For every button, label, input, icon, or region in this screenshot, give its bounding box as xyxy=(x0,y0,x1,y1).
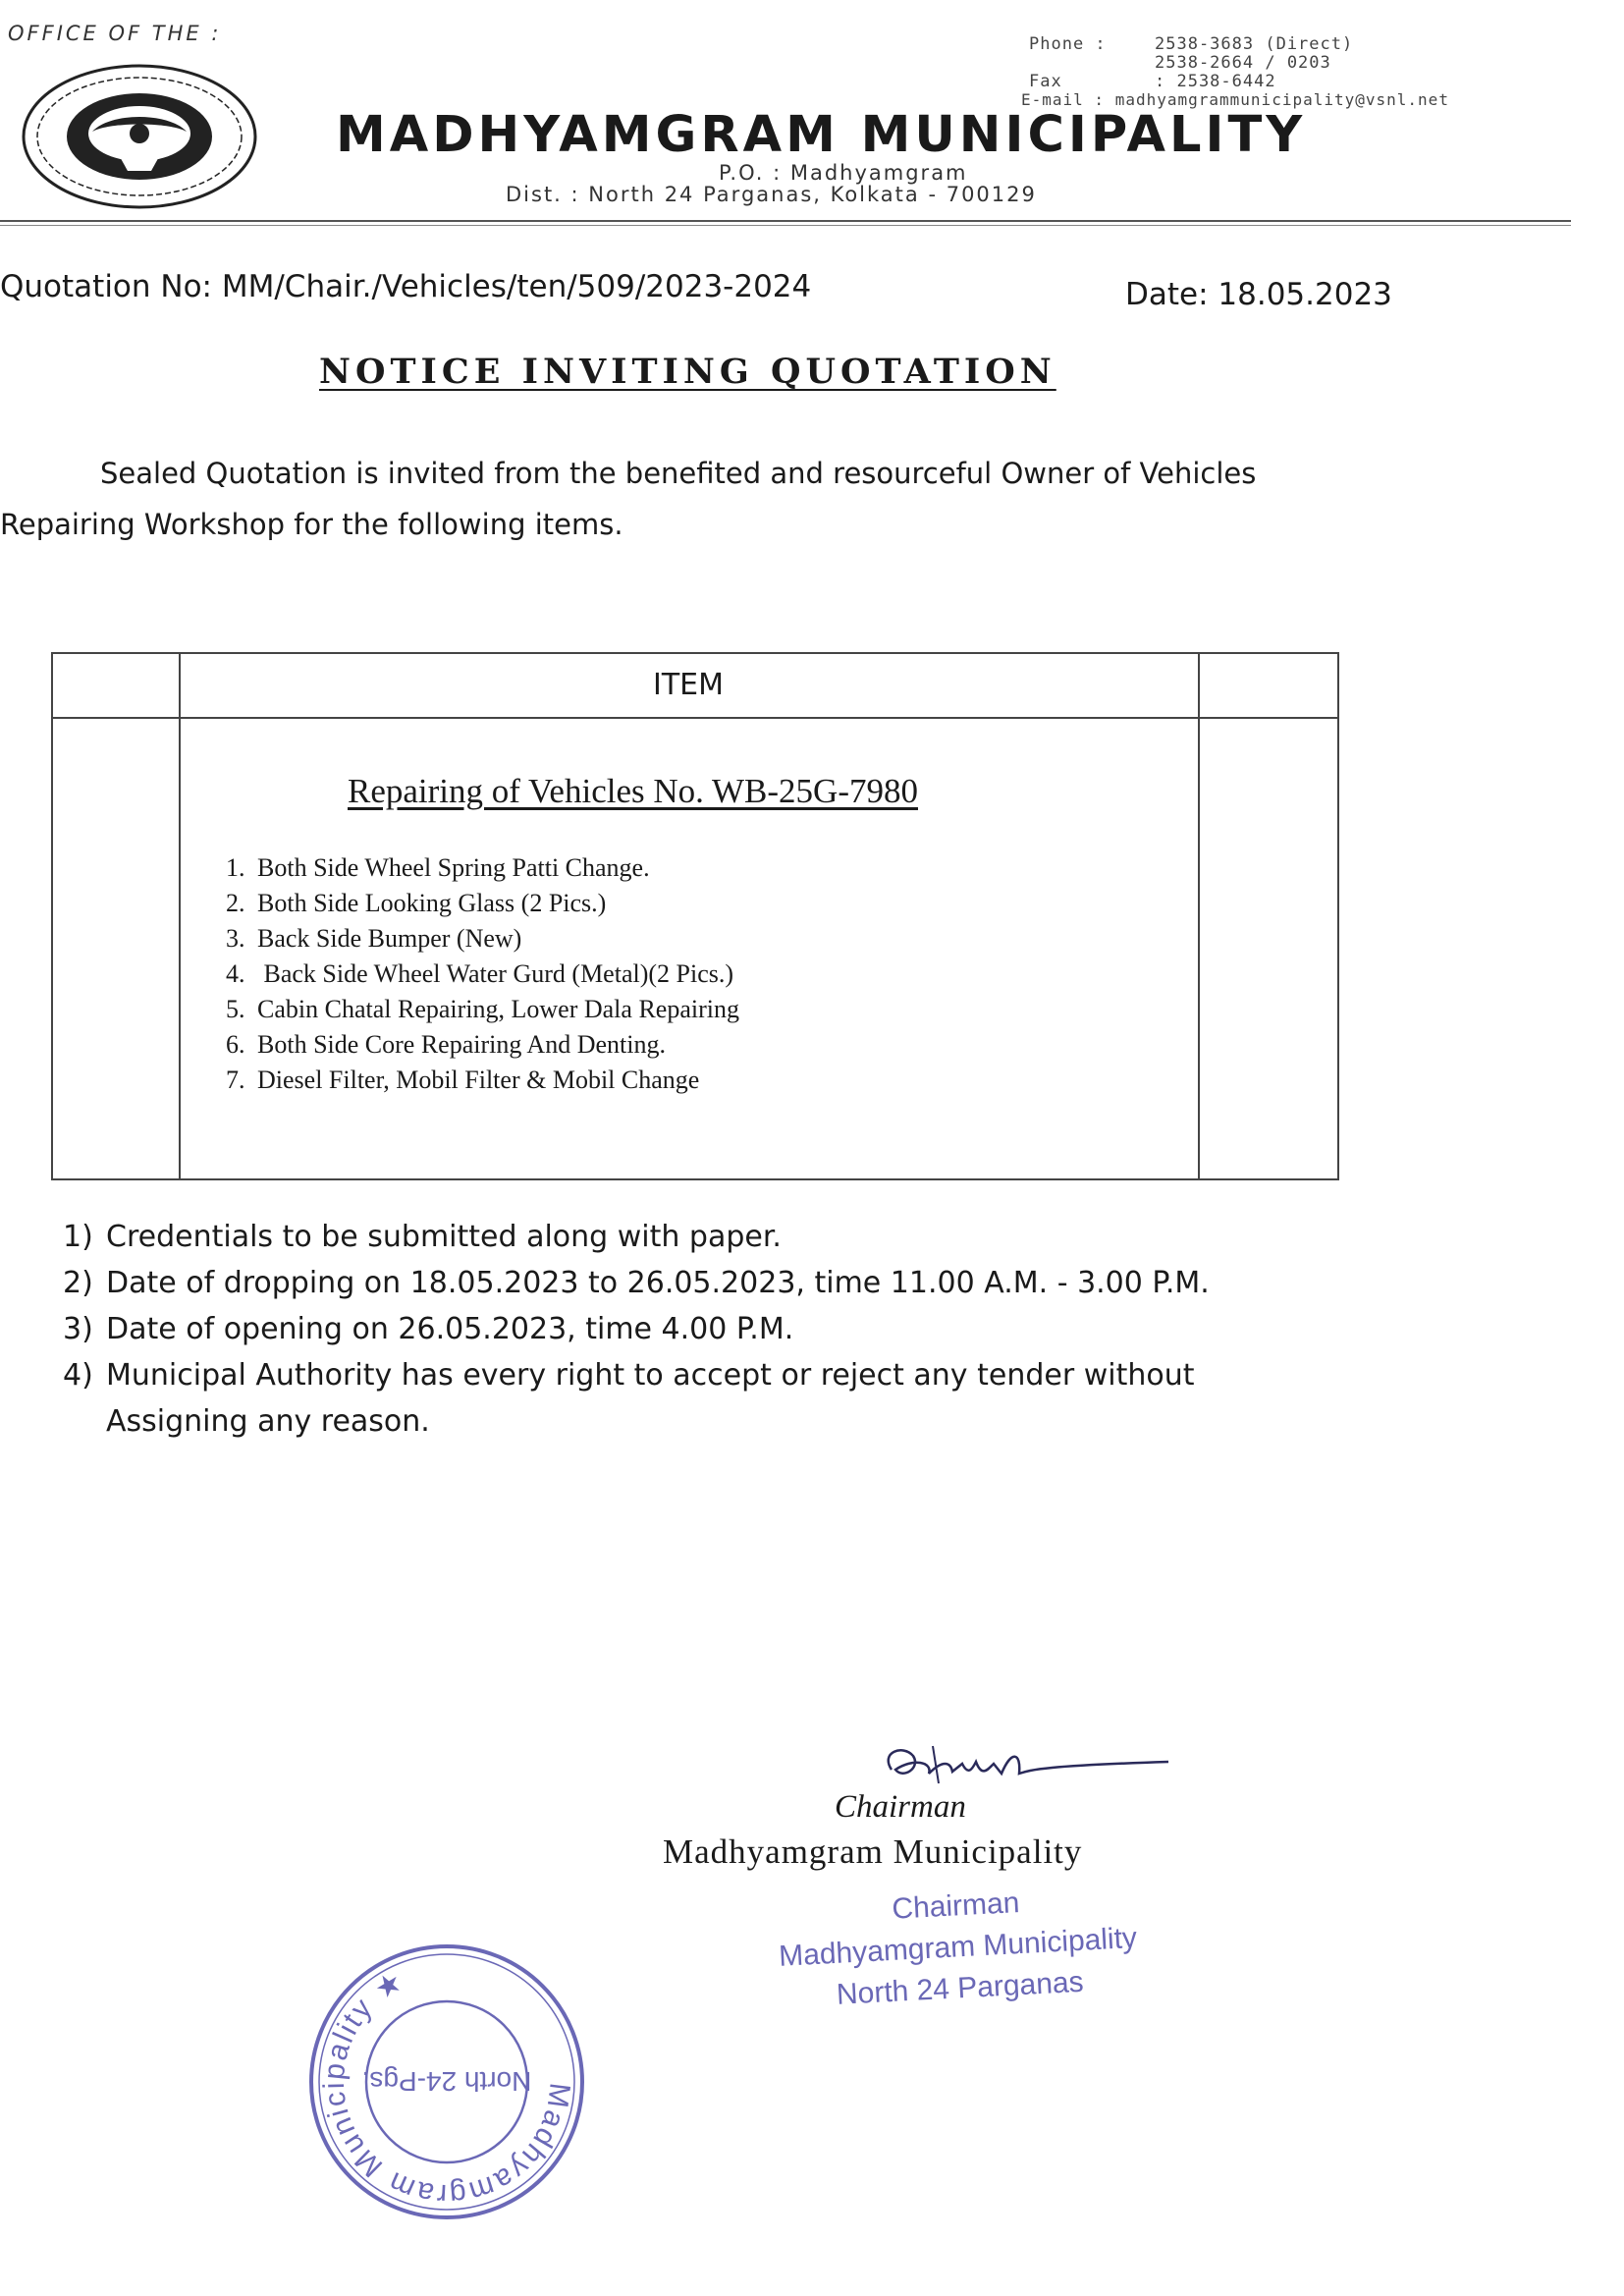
office-label: OFFICE OF THE : xyxy=(8,22,222,45)
designation-stamp xyxy=(776,1877,1140,2019)
fax-number: : 2538-6442 xyxy=(1155,72,1276,91)
table-subtitle: Repairing of Vehicles No. WB-25G-7980 xyxy=(348,772,918,810)
svg-text:North 24-Pgs.: North 24-Pgs. xyxy=(361,2066,532,2097)
phone-label: Phone : xyxy=(1029,34,1107,54)
header-divider xyxy=(0,220,1571,222)
terms-list xyxy=(63,1214,1210,1445)
intro-line-1: Sealed Quotation is invited from the benefited and resourceful Owner of Vehicles xyxy=(100,457,1257,490)
table-header-item: ITEM xyxy=(652,668,724,702)
stamp-line-3: North 24 Parganas xyxy=(836,1965,1085,2011)
svg-text:Madhyamgram Municipality ★: Madhyamgram Municipality ★ xyxy=(317,1963,576,2212)
quotation-date: Date: 18.05.2023 xyxy=(1125,277,1392,312)
stamp-line-2: Madhyamgram Municipality xyxy=(778,1921,1138,1973)
list-item: 1. Both Side Wheel Spring Patti Change. xyxy=(226,853,650,882)
contact-block xyxy=(1029,35,1353,91)
stamp-line-1: Chairman xyxy=(891,1886,1021,1926)
signatory-title: Chairman xyxy=(835,1789,966,1825)
list-item: 2. Both Side Looking Glass (2 Pics.) xyxy=(226,889,607,917)
items-table xyxy=(51,652,1339,1180)
term-item: 4) Municipal Authority has every right to accept or reject any tender without xyxy=(63,1358,1195,1393)
notice-title: NOTICE INVITING QUOTATION xyxy=(319,352,1056,392)
list-item: 5. Cabin Chatal Repairing, Lower Dala Repairing xyxy=(226,995,739,1023)
term-item: 2) Date of dropping on 18.05.2023 to 26.05.2023, time 11.00 A.M. - 3.00 P.M. xyxy=(63,1266,1210,1300)
intro-line-2: Repairing Workshop for the following items. xyxy=(0,508,623,541)
list-item: 6. Both Side Core Repairing And Denting. xyxy=(226,1030,666,1059)
district-line: Dist. : North 24 Parganas, Kolkata - 700129 xyxy=(506,183,1037,206)
list-item: 3. Back Side Bumper (New) xyxy=(226,924,522,953)
term-item: 3) Date of opening on 26.05.2023, time 4.00 P.M. xyxy=(63,1312,794,1346)
list-item: 7. Diesel Filter, Mobil Filter & Mobil Change xyxy=(226,1066,700,1094)
intro-paragraph xyxy=(0,448,1453,550)
organization-name: MADHYAMGRAM MUNICIPALITY xyxy=(336,106,1307,164)
table-header-divider xyxy=(53,717,1337,719)
fax-label: Fax xyxy=(1029,72,1062,91)
phone-number-1: 2538-3683 (Direct) xyxy=(1155,34,1354,54)
municipal-seal xyxy=(304,1940,589,2224)
term-item: 1) Credentials to be submitted along with paper. xyxy=(63,1220,782,1254)
table-column-divider xyxy=(1198,654,1200,1178)
quotation-number: Quotation No: MM/Chair./Vehicles/ten/509/2023-2024 xyxy=(0,269,812,304)
items-list xyxy=(226,850,739,1098)
list-item: 4. Back Side Wheel Water Gurd (Metal)(2 Pics.) xyxy=(226,959,734,988)
email-address: E-mail : madhyamgrammunicipality@vsnl.net xyxy=(1021,90,1449,109)
signatory-organization: Madhyamgram Municipality xyxy=(663,1832,1083,1871)
municipality-logo xyxy=(22,63,257,210)
term-continuation: Assigning any reason. xyxy=(106,1404,430,1439)
phone-number-2: 2538-2664 / 0203 xyxy=(1155,53,1331,73)
header-divider-thin xyxy=(0,225,1571,226)
post-office-line: P.O. : Madhyamgram xyxy=(719,161,968,185)
table-column-divider xyxy=(179,654,181,1178)
